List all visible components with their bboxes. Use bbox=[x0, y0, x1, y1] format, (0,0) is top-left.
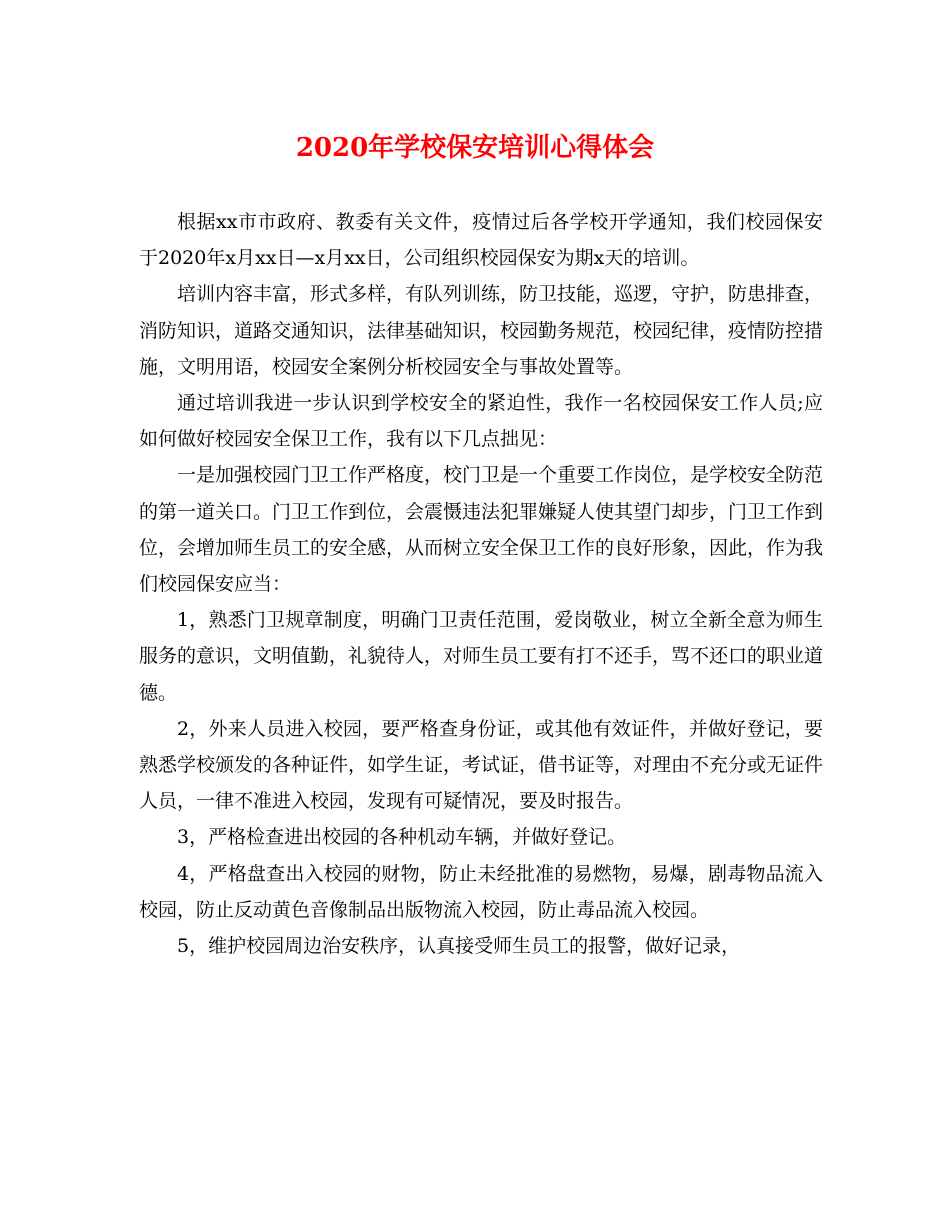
paragraph: 一是加强校园门卫工作严格度，校门卫是一个重要工作岗位，是学校安全防范的第一道关口。门卫工作到位，会震慑违法犯罪嫌疑人使其望门却步，门卫工作到位，会增加师生员工的安全感，从而树立安全保卫工作的良好形象，因此，作为我们校园保安应当： bbox=[139, 464, 824, 596]
document-title: 2020年学校保安培训心得体会 bbox=[295, 133, 655, 163]
paragraph: 2，外来人员进入校园，要严格查身份证，或其他有效证件，并做好登记，要熟悉学校颁发的各种证件，如学生证，考试证，借书证等，对理由不充分或无证件人员，一律不准进入校园，发现有可疑情况，要及时报告。 bbox=[139, 717, 824, 813]
paragraph: 1，熟悉门卫规章制度，明确门卫责任范围，爱岗敬业，树立全新全意为师生服务的意识，文明值勤，礼貌待人，对师生员工要有打不还手，骂不还口的职业道德。 bbox=[139, 609, 824, 704]
paragraph: 通过培训我进一步认识到学校安全的紧迫性，我作一名校园保安工作人员;应如何做好校园安全保卫工作，我有以下几点拙见： bbox=[139, 392, 823, 451]
paragraph: 4，严格盘查出入校园的财物，防止未经批准的易燃物，易爆，剧毒物品流入校园，防止反动黄色音像制品出版物流入校园，防止毒品流入校园。 bbox=[139, 862, 823, 921]
paragraph: 培训内容丰富，形式多样，有队列训练，防卫技能，巡逻，守护，防患排查，消防知识，道路交通知识，法律基础知识，校园勤务规范，校园纪律，疫情防控措施，文明用语，校园安全案例分析校园安全与事故处置等。 bbox=[139, 283, 824, 378]
paragraph: 3，严格检查进出校园的各种机动车辆，并做好登记。 bbox=[177, 826, 627, 849]
paragraph: 根据xx市市政府、教委有关文件，疫情过后各学校开学通知，我们校园保安于2020年x月xx日—x月xx日，公司组织校园保安为期x天的培训。 bbox=[139, 211, 823, 270]
document-body bbox=[139, 204, 823, 964]
paragraph: 5，维护校园周边治安秩序，认真接受师生员工的报警，做好记录， bbox=[177, 935, 741, 958]
